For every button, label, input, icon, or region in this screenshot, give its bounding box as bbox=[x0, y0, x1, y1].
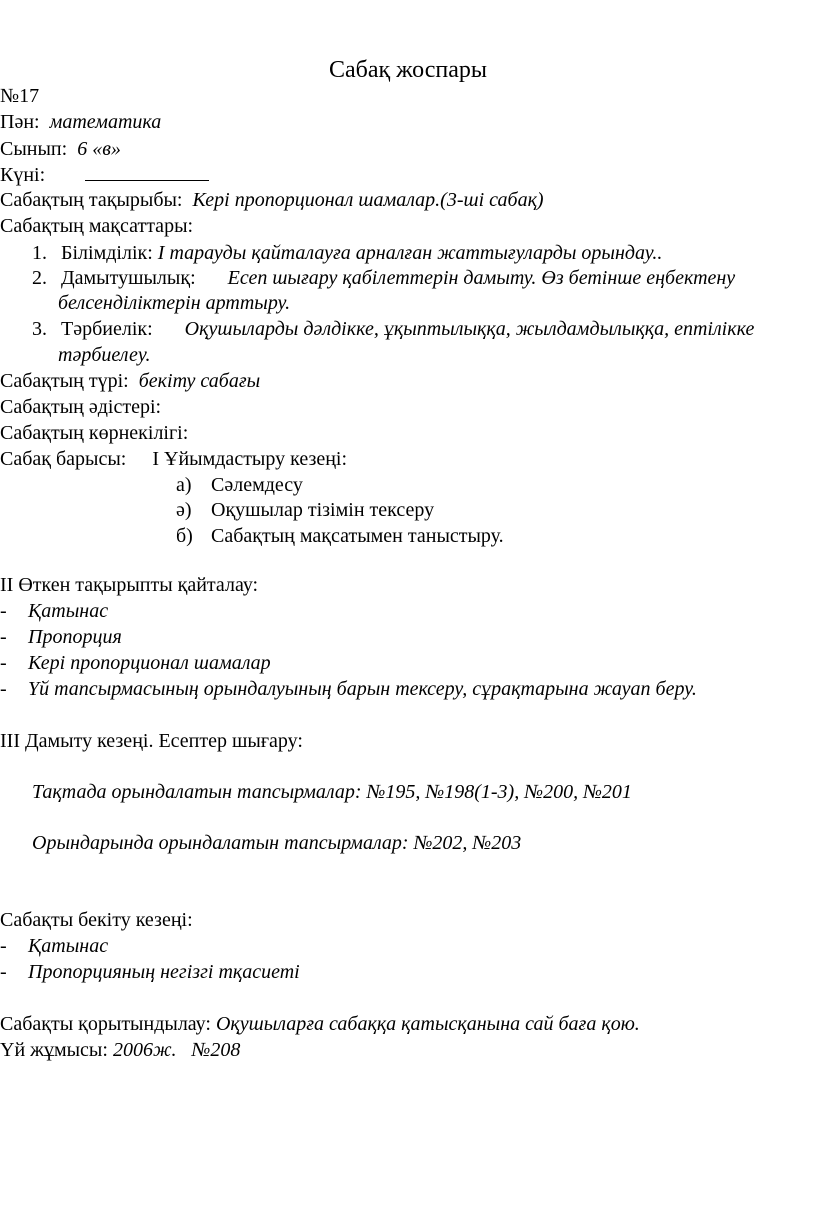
progress-item-letter: б) bbox=[176, 525, 193, 547]
seat-tasks: Орындарында орындалатын тапсырмалар: №202, №203 bbox=[32, 832, 522, 854]
dash-marker: - bbox=[0, 652, 7, 674]
class-value: 6 «в» bbox=[77, 138, 121, 160]
subject-line bbox=[0, 110, 161, 134]
topic-label: Сабақтың тақырыбы: bbox=[0, 189, 183, 211]
consolidation-heading: Сабақты бекіту кезеңі: bbox=[0, 909, 193, 931]
goal-number: 3. bbox=[32, 318, 47, 340]
progress-item-text: Сабақтың мақсатымен таныстыру. bbox=[211, 525, 504, 547]
dash-marker: - bbox=[0, 935, 7, 957]
progress-item bbox=[176, 524, 504, 548]
day-label: Күні: bbox=[0, 164, 46, 186]
topic-line bbox=[0, 188, 544, 212]
review-item bbox=[0, 651, 271, 675]
review-item-text: Қатынас bbox=[28, 600, 109, 622]
review-item-text: Пропорция bbox=[28, 626, 122, 648]
progress-item-text: Оқушылар тізімін тексеру bbox=[211, 499, 435, 521]
review-item bbox=[0, 599, 108, 623]
board-tasks: Тақтада орындалатын тапсырмалар: №195, №198(1-3), №200, №201 bbox=[32, 781, 632, 803]
review-item bbox=[0, 625, 122, 649]
goal-continuation: тәрбиелеу. bbox=[58, 344, 151, 366]
goals-label: Сабақтың мақсаттары: bbox=[0, 215, 194, 237]
goal-label: Білімділік: bbox=[61, 242, 153, 264]
day-line bbox=[0, 163, 209, 187]
dash-marker: - bbox=[0, 678, 7, 700]
summary-label: Сабақты қорытындылау: bbox=[0, 1013, 211, 1035]
goal-item-2 bbox=[32, 266, 735, 290]
page-title: Сабақ жоспары bbox=[328, 57, 488, 83]
goal-label: Дамытушылық: bbox=[61, 267, 196, 289]
visuals-label: Сабақтың көрнекілігі: bbox=[0, 422, 189, 444]
goal-item-3 bbox=[32, 317, 754, 341]
homework-value: 2006ж. №208 bbox=[112, 1039, 241, 1061]
lesson-number: №17 bbox=[0, 85, 40, 107]
consolidation-item-text: Пропорцияның негізгі тқасиеті bbox=[28, 961, 300, 983]
lesson-type-label: Сабақтың түрі: bbox=[0, 370, 129, 392]
review-heading: ІІ Өткен тақырыпты қайталау: bbox=[0, 574, 259, 596]
progress-item-letter: ә) bbox=[176, 499, 192, 521]
progress-item bbox=[176, 473, 303, 497]
dash-marker: - bbox=[0, 600, 7, 622]
lesson-type-line bbox=[0, 369, 260, 393]
homework-label: Үй жұмысы: bbox=[0, 1039, 108, 1061]
goal-number: 2. bbox=[32, 267, 47, 289]
progress-item bbox=[176, 498, 434, 522]
consolidation-item bbox=[0, 960, 300, 984]
review-item bbox=[0, 677, 697, 701]
progress-label: Сабақ барысы: bbox=[0, 448, 127, 470]
dash-marker: - bbox=[0, 626, 7, 648]
subject-value: математика bbox=[49, 111, 162, 133]
summary-value: Оқушыларға сабаққа қатысқанына сай баға қою. bbox=[215, 1013, 640, 1035]
progress-item-text: Сәлемдесу bbox=[211, 474, 303, 496]
review-item-text: Кері пропорционал шамалар bbox=[28, 652, 271, 674]
methods-label: Сабақтың әдістері: bbox=[0, 396, 162, 418]
goal-label: Тәрбиелік: bbox=[61, 318, 153, 340]
homework-line bbox=[0, 1038, 240, 1062]
review-item-text: Үй тапсырмасының орындалуының барын тексеру, сұрақтарына жауап беру. bbox=[28, 678, 697, 700]
subject-label: Пән: bbox=[0, 111, 40, 133]
goal-value: І тарауды қайталауға арналған жаттығуларды орындау.. bbox=[157, 242, 663, 264]
lesson-type-value: бекіту сабағы bbox=[138, 370, 261, 392]
day-blank-line bbox=[85, 164, 209, 181]
goal-value: Оқушыларды дәлдікке, ұқыптылыққа, жылдамдылыққа, ептілікке bbox=[184, 318, 755, 340]
consolidation-item-text: Қатынас bbox=[28, 935, 109, 957]
progress-line bbox=[0, 447, 347, 471]
goal-value: Есеп шығару қабілеттерін дамыту. Өз бетінше еңбектену bbox=[227, 267, 736, 289]
class-label: Сынып: bbox=[0, 138, 68, 160]
goal-number: 1. bbox=[32, 242, 47, 264]
progress-item-letter: а) bbox=[176, 474, 192, 496]
summary-line bbox=[0, 1012, 640, 1036]
goal-continuation: белсенділіктерін арттыру. bbox=[58, 292, 291, 314]
dash-marker: - bbox=[0, 961, 7, 983]
topic-value: Кері пропорционал шамалар.(3-ші сабақ) bbox=[192, 189, 544, 211]
goal-item-1 bbox=[32, 241, 662, 265]
progress-stage: І Ұйымдастыру кезеңі: bbox=[152, 448, 348, 470]
development-heading: ІІІ Дамыту кезеңі. Есептер шығару: bbox=[0, 730, 303, 752]
class-line bbox=[0, 137, 121, 161]
consolidation-item bbox=[0, 934, 108, 958]
